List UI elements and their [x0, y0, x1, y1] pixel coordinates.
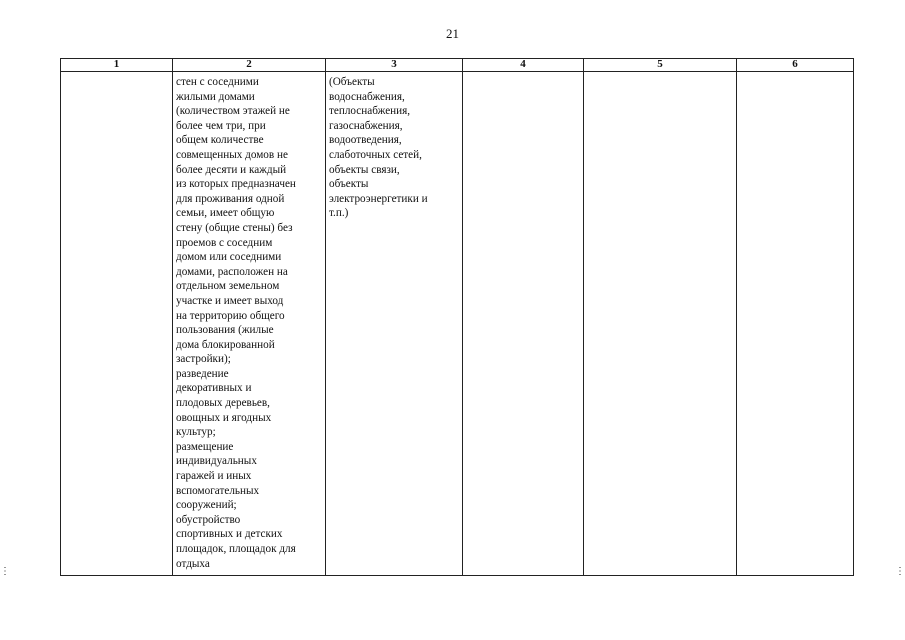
column-header-3: 3 [326, 59, 463, 72]
cell-col-2-permitted-uses: стен с соседними жилыми домами (количеством этажей не более чем три, при общем количестве совмещенных домов не более десяти и каждый из которых предназначен для проживания одной семьи, имеет общую стену (общие стены) без проемов с соседним домом или соседними домами, расположен на отдельном земельном участке и имеет выход на территорию общего пользования (жилые дома блокированной застройки); разведение декоративных и плодовых деревьев, овощных и ягодных культур; размещение индивидуальных гаражей и иных вспомогательных сооружений; обустройство спортивных и детских площадок, площадок для отдыха [173, 72, 326, 576]
column-header-4: 4 [463, 59, 584, 72]
cell-col-4 [463, 72, 584, 576]
cell-col-6 [737, 72, 854, 576]
cell-col-5 [584, 72, 737, 576]
column-header-2: 2 [173, 59, 326, 72]
column-header-5: 5 [584, 59, 737, 72]
table-row [61, 72, 854, 576]
document-table [60, 58, 854, 576]
cell-col-1 [61, 72, 173, 576]
column-header-6: 6 [737, 59, 854, 72]
cell-col-3-utility-objects: (Объекты водоснабжения, теплоснабжения, газоснабжения, водоотведения, слаботочных сетей, объекты связи, объекты электроэнергетики и т.п.) [326, 72, 463, 576]
table-header-row [61, 59, 854, 72]
left-margin-mark: ⋮ [0, 566, 10, 577]
column-header-1: 1 [61, 59, 173, 72]
page-number: 21 [446, 26, 459, 41]
right-margin-mark: ⋮ [895, 566, 905, 577]
